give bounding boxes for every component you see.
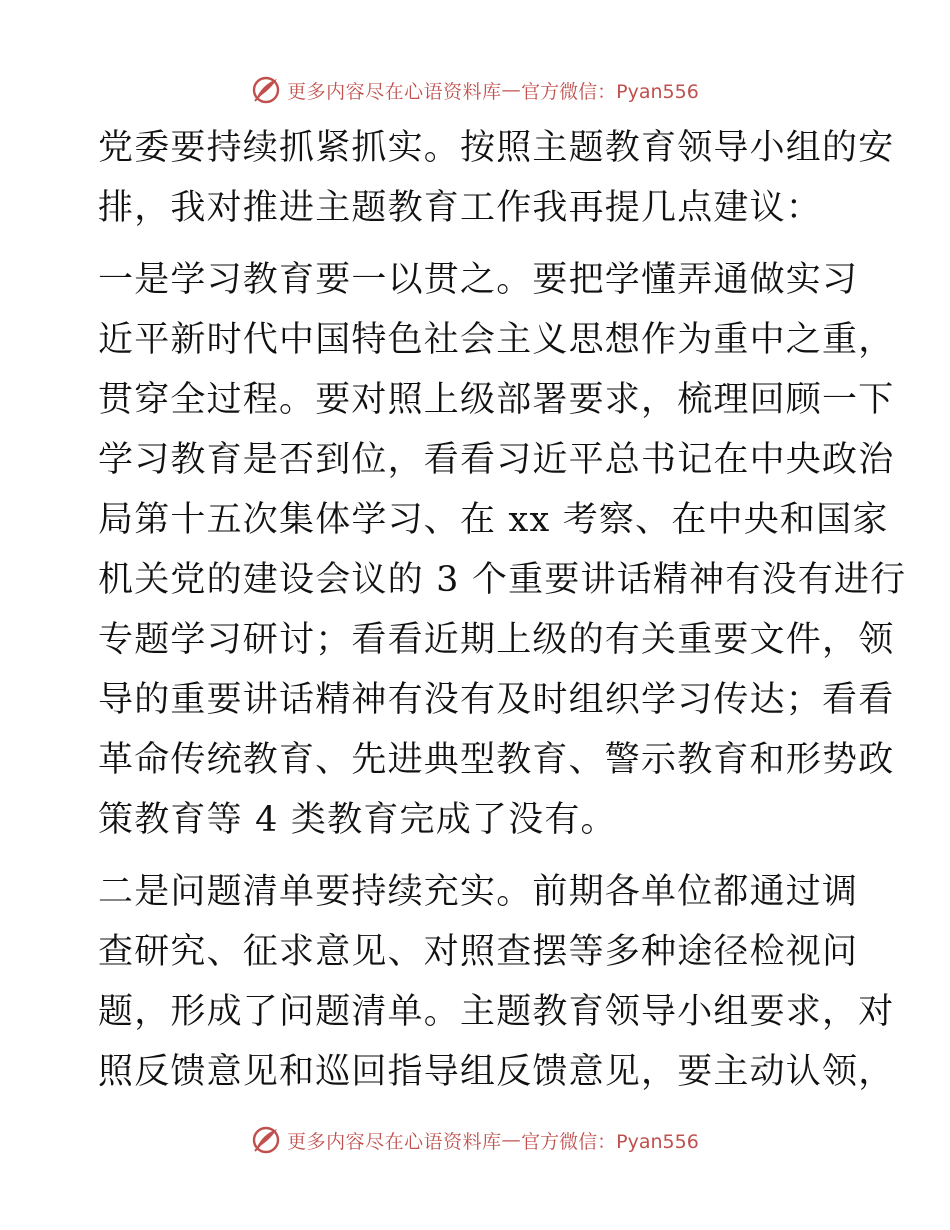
watermark-dash: — [501,79,522,101]
text-line: 题，形成了问题清单。主题教育领导小组要求，对 [98,992,895,1032]
text-line: 策教育等 4 类教育完成了没有。 [98,800,617,840]
header-watermark [0,72,950,108]
text-line: 导的重要讲话精神有没有及时组织学习传达；看看 [98,680,895,720]
paragraph-1 [98,118,895,238]
text-line: 专题学习研讨；看看近期上级的有关重要文件，领 [98,620,895,660]
text-line: 党委要持续抓紧抓实。按照主题教育领导小组的安 [98,128,895,168]
text-line: 一是学习教育要一以贯之。要把学懂弄通做实习 [98,260,859,300]
paragraph-3 [98,862,895,1102]
watermark-suffix: 官方微信：Pyan556 [521,80,699,103]
footer-watermark [0,1122,950,1158]
text-line: 排，我对推进主题教育工作我再提几点建议： [98,188,823,228]
text-line: 机关党的建设会议的 3 个重要讲话精神有没有进行 [98,560,907,600]
body-text [98,118,907,1102]
watermark-suffix: 官方微信：Pyan556 [521,1130,699,1153]
quill-logo-icon [251,1125,281,1155]
watermark-dash: — [501,1129,522,1151]
text-line: 照反馈意见和巡回指导组反馈意见，要主动认领， [98,1052,895,1092]
text-line: 近平新时代中国特色社会主义思想作为重中之重， [98,320,895,360]
watermark-text: 更多内容尽在心语资料库 [287,1130,502,1153]
text-line: 学习教育是否到位，看看习近平总书记在中央政治 [98,440,895,480]
text-line: 革命传统教育、先进典型教育、警示教育和形势政 [98,740,895,780]
quill-logo-icon [251,75,281,105]
text-line: 贯穿全过程。要对照上级部署要求，梳理回顾一下 [98,380,895,420]
text-line: 局第十五次集体学习、在 xx 考察、在中央和国家 [98,500,889,540]
text-line: 查研究、征求意见、对照查摆等多种途径检视问 [98,932,859,972]
text-line: 二是问题清单要持续充实。前期各单位都通过调 [98,872,859,912]
paragraph-2 [98,250,907,850]
watermark-text: 更多内容尽在心语资料库 [287,80,502,103]
